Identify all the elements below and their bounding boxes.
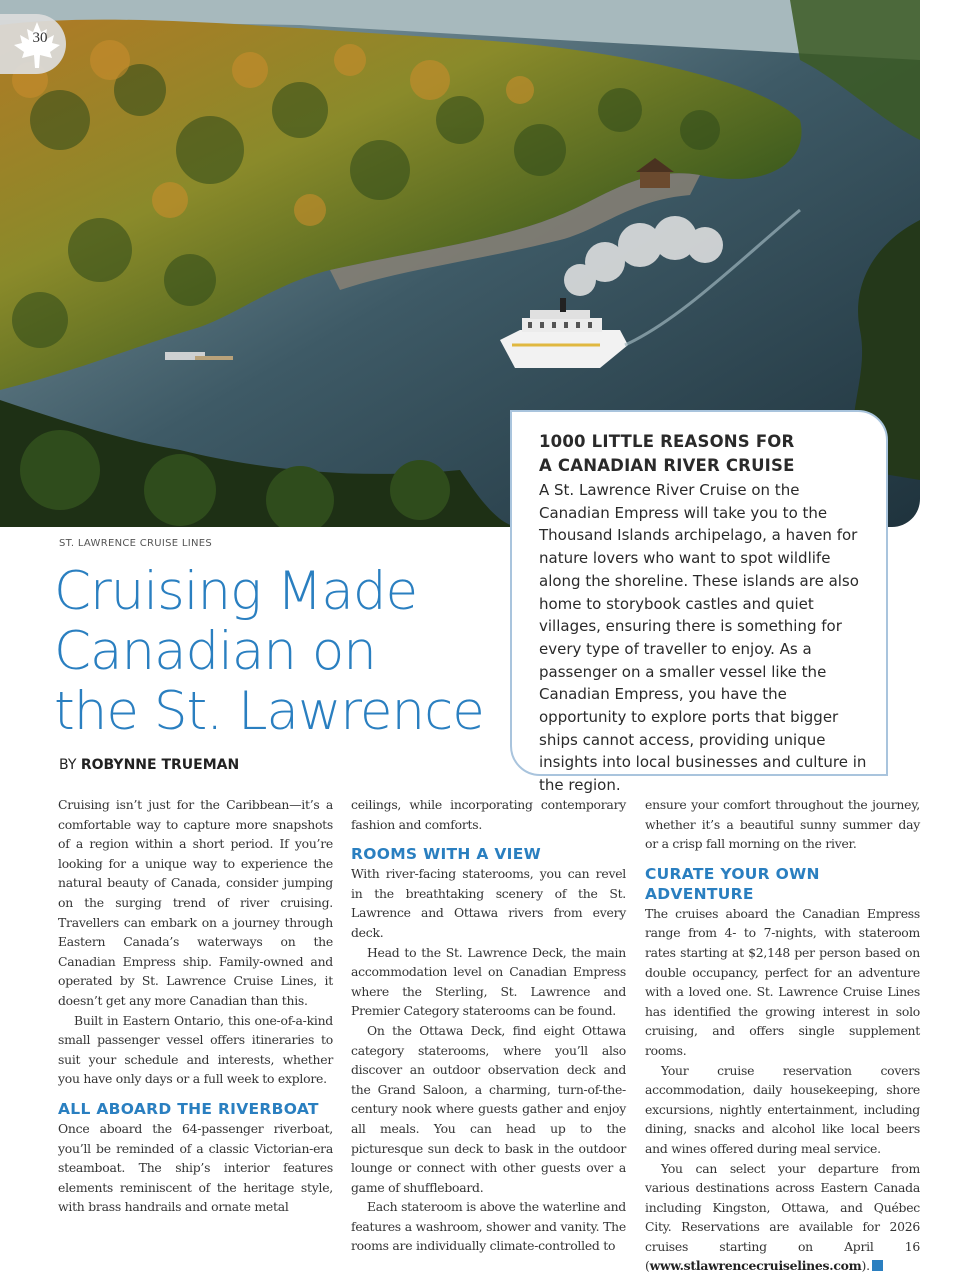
paragraph: Each stateroom is above the waterline and features a washroom, shower and vanity. The rooms are individually climate-controlled to — [351, 1199, 626, 1254]
headline-line: Canadian on — [54, 621, 376, 682]
paragraph: Your cruise reservation covers accommodation, daily housekeeping, shore excursions, nightly entertainment, including dining, snacks and alcohol like local beers and wines offered during meal service. — [645, 1062, 920, 1156]
byline — [59, 757, 239, 773]
photo-credit: ST. LAWRENCE CRUISE LINES — [59, 538, 213, 549]
paragraph: Once aboard the 64-passenger riverboat, you’ll be reminded of a classic Victorian-era steamboat. The ship’s interior features elements reminiscent of the heritage style, with brass handrails and ornate metal — [58, 1120, 333, 1215]
paragraph: The cruises aboard the Canadian Empress range from 4- to 7-nights, with stateroom rates starting at $2,148 per person based on double occupancy, perfect for an adventure with a loved one. St. Lawrence Cruise Lines has identified the growing interest in solo cruising, and offers single supplement rooms. — [645, 905, 920, 1058]
paragraph: Built in Eastern Ontario, this one-of-a-kind small passenger vessel offers itineraries to suit your schedule and interests, whether you have only days or a full week to explore. — [58, 1012, 333, 1087]
paragraph: ceilings, while incorporating contemporary fashion and comforts. — [351, 797, 626, 832]
sidebar-title-line: A CANADIAN RIVER CRUISE — [539, 456, 795, 475]
section-heading: ALL ABOARD THE RIVERBOAT — [58, 1099, 319, 1118]
section-heading: ROOMS WITH A VIEW — [351, 845, 542, 864]
end-mark-icon — [872, 1260, 883, 1271]
paragraph: With river-facing staterooms, you can revel in the breathtaking scenery of the St. Lawrence and Ottawa rivers from every deck. — [351, 866, 626, 940]
section-heading: CURATE YOUR OWN ADVENTURE — [645, 864, 820, 903]
sidebar-title-line: 1000 LITTLE REASONS FOR — [539, 432, 795, 451]
paragraph: Head to the St. Lawrence Deck, the main accommodation level on Canadian Empress where the Sterling, St. Lawrence and Premier Category staterooms can be found. — [351, 944, 626, 1019]
byline-author: ROBYNNE TRUEMAN — [80, 757, 240, 773]
page-title — [54, 562, 504, 742]
paragraph-text: ). — [861, 1258, 870, 1274]
article-column-3 — [645, 795, 920, 1276]
paragraph: Cruising isn’t just for the Caribbean—it’s a comfortable way to capture more snapshots of a region within a short period. If you’re looking for a unique way to experience the natural beauty of Canada, consider jumping on the surging trend of river cruising. Travellers can embark on a journey through Eastern Canada’s waterways on the Canadian Empress ship. Family-owned and operated by St. Lawrence Cruise Lines, it doesn’t get any more Canadian than this. — [58, 797, 333, 1008]
sidebar-body: A St. Lawrence River Cruise on the Canadian Empress will take you to the Thousand Islands archipelago, a haven for nature lovers who want to spot wildlife along the shoreline. These islands are also home to storybook castles and quiet villages, ensuring there is something for every type of traveller to enjoy. As a passenger on a smaller vessel like the Canadian Empress, you have the opportunity to explore ports that bigger ships cannot access, providing unique insights into local businesses and culture in the region. — [539, 481, 867, 795]
headline-line: Cruising Made — [54, 561, 418, 622]
page-number: 30 — [32, 30, 48, 46]
paragraph: On the Ottawa Deck, find eight Ottawa category staterooms, where you’ll also discover an outdoor observation deck and the Grand Saloon, a charming, turn-of-the-century nook where guests gather and enjoy all meals. You can head up to the picturesque sun deck to bask in the outdoor lounge or connect with other guests over a game of shuffleboard. — [351, 1022, 626, 1195]
byline-prefix: BY — [59, 757, 77, 773]
website-link[interactable]: www.stlawrencecruiselines.com — [649, 1258, 862, 1274]
sidebar-title — [539, 430, 872, 478]
sidebar-box — [510, 410, 888, 795]
article-column-1 — [58, 795, 333, 1217]
paragraph-text: You can select your departure from various destinations across Eastern Canada including Kingston, Ottawa, and Québec City. Reservations are available for 2026 cruises starting on April 16 ( — [645, 1160, 920, 1274]
paragraph: ensure your comfort throughout the journey, whether it’s a beautiful sunny summer day or a crisp fall morning on the river. — [645, 797, 920, 852]
paragraph — [645, 1159, 920, 1277]
headline-line: the St. Lawrence — [54, 681, 484, 742]
article-column-2 — [351, 795, 626, 1256]
